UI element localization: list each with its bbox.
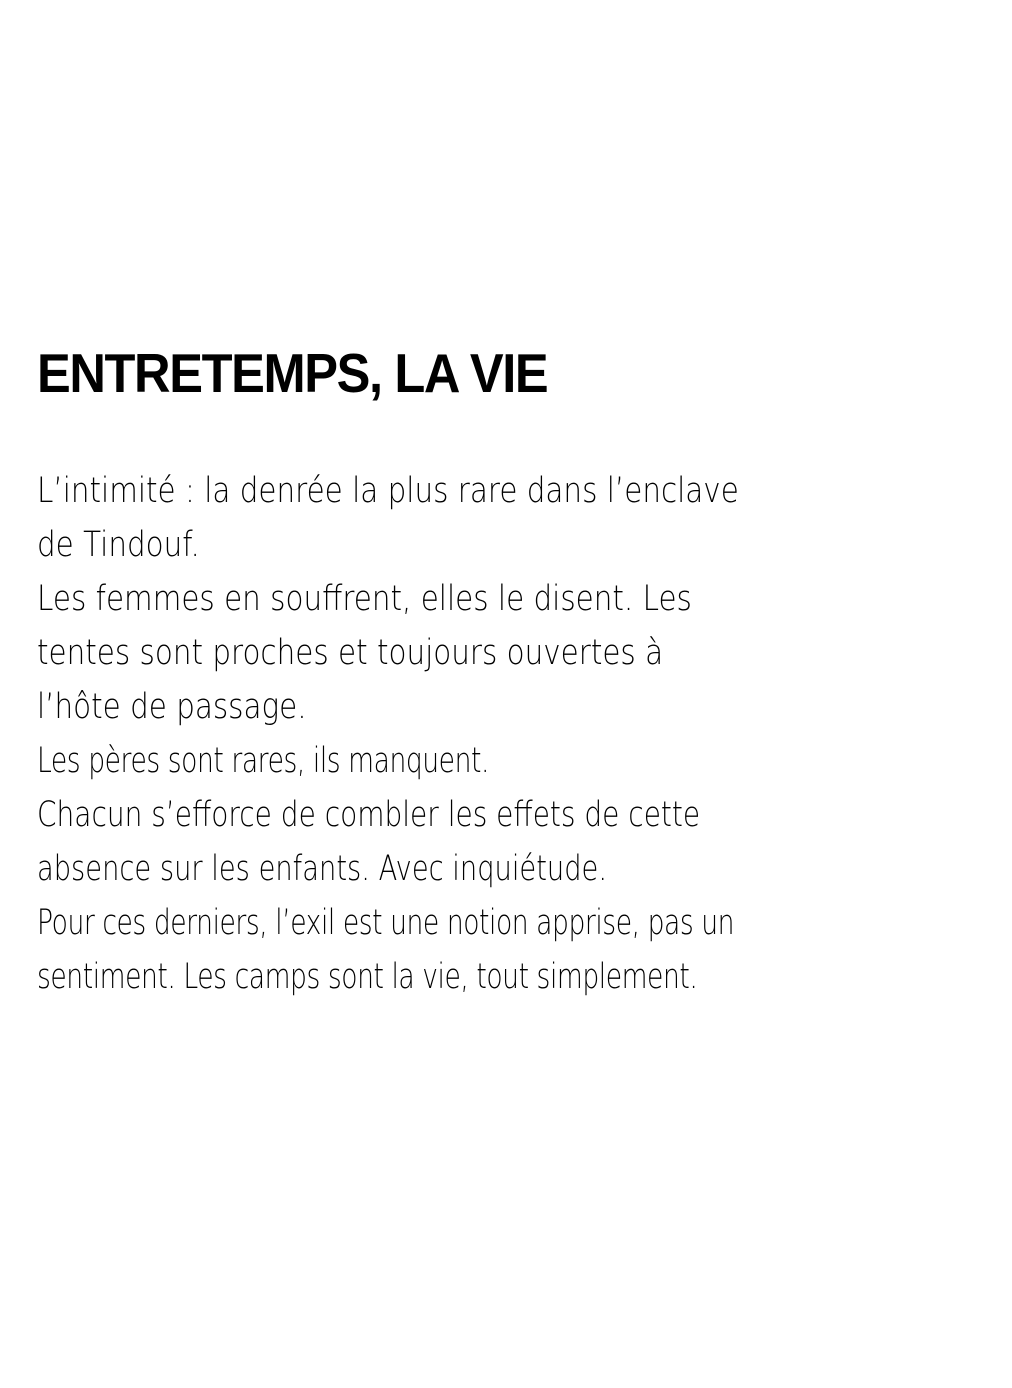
body-paragraph <box>37 464 982 1004</box>
text-line: tentes sont proches et toujours ouvertes à <box>37 633 664 673</box>
text-line: l’hôte de passage. <box>37 687 307 727</box>
text-line: Les femmes en souffrent, elles le disent. Les <box>37 579 692 619</box>
text-line: Chacun s’efforce de combler les effets de cette <box>37 795 701 835</box>
text-line: L’intimité : la denrée la plus rare dans l’enclave <box>37 471 739 511</box>
text-line: Les pères sont rares, ils manquent. <box>37 741 489 781</box>
text-line: Pour ces derniers, l’exil est une notion apprise, pas un <box>37 903 735 943</box>
text-line: absence sur les enfants. Avec inquiétude. <box>37 849 608 889</box>
text-line: sentiment. Les camps sont la vie, tout simplement. <box>37 957 698 997</box>
text-line: de Tindouf. <box>37 525 200 565</box>
page-title: ENTRETEMPS, LA VIE <box>37 342 548 404</box>
